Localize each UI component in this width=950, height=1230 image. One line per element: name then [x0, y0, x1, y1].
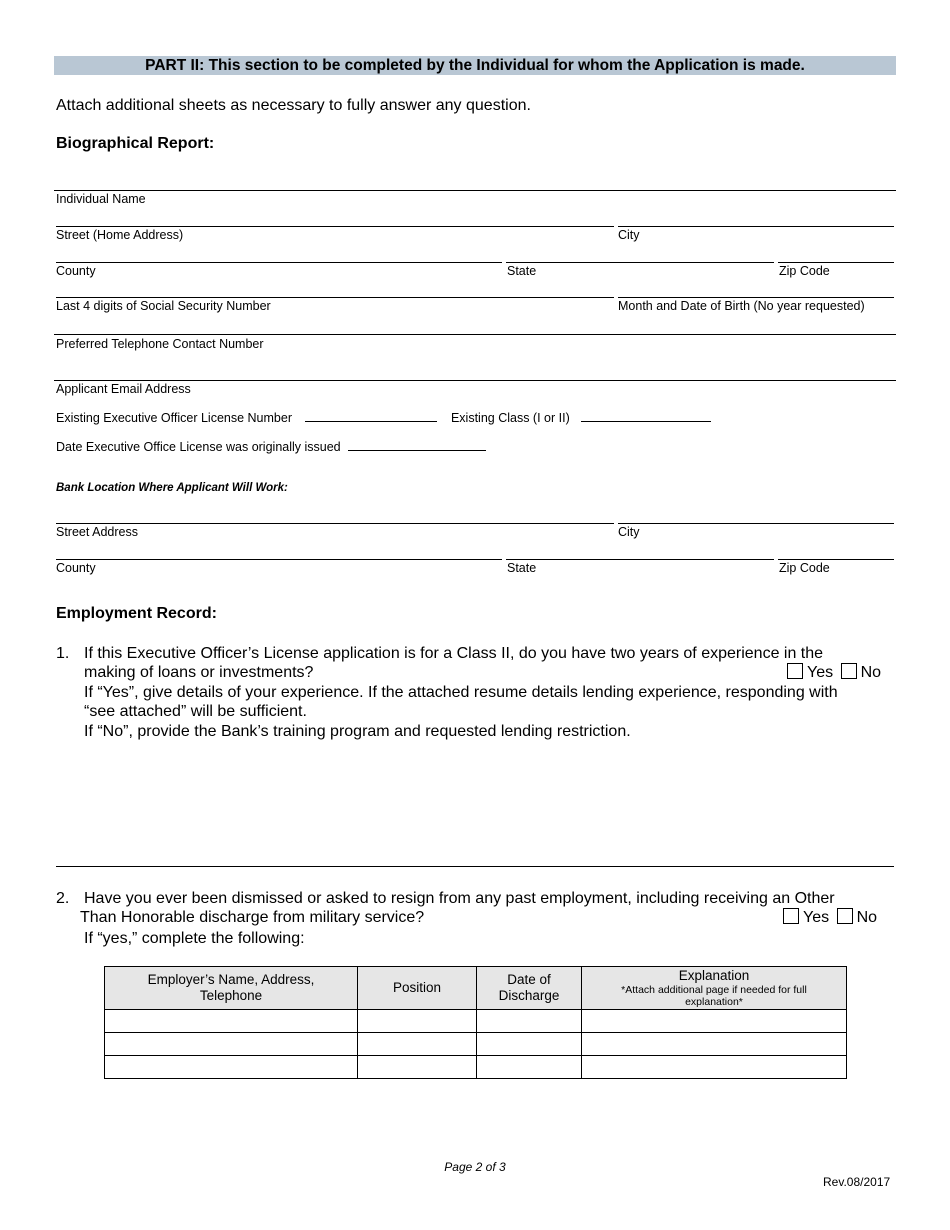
- q2-line2: Than Honorable discharge from military service?: [80, 909, 425, 926]
- q1-yes-label: Yes: [807, 664, 834, 681]
- col-discharge-header: [477, 967, 582, 1010]
- dismissal-table: [104, 966, 847, 1079]
- table-cell[interactable]: [105, 1056, 358, 1079]
- bank-street-field[interactable]: [56, 523, 614, 524]
- phone-label: Preferred Telephone Contact Number: [56, 337, 264, 351]
- table-cell[interactable]: [105, 1033, 358, 1056]
- q1-no-checkbox[interactable]: [841, 663, 857, 679]
- q1-line4: “see attached” will be sufficient.: [84, 703, 307, 720]
- table-cell[interactable]: [477, 1033, 582, 1056]
- street-home-field[interactable]: [56, 226, 614, 227]
- col-explanation-header: [582, 967, 847, 1010]
- state-label: State: [507, 264, 537, 278]
- county-label: County: [56, 264, 96, 278]
- page-number: Page 2 of 3: [444, 1160, 506, 1174]
- dob-field[interactable]: [618, 297, 894, 298]
- q1-number: 1.: [56, 645, 70, 662]
- ssn-field[interactable]: [56, 297, 614, 298]
- q2-no-checkbox[interactable]: [837, 908, 853, 924]
- attach-note: Attach additional sheets as necessary to fully answer any question.: [56, 97, 531, 114]
- date-issued-label: Date Executive Office License was originally issued: [56, 440, 341, 454]
- county-field[interactable]: [56, 262, 502, 263]
- table-cell[interactable]: [105, 1010, 358, 1033]
- q1-line2: making of loans or investments?: [84, 664, 314, 681]
- license-number-blank[interactable]: [305, 410, 437, 422]
- table-cell[interactable]: [358, 1056, 477, 1079]
- q1-yes-checkbox[interactable]: [787, 663, 803, 679]
- email-label: Applicant Email Address: [56, 382, 191, 396]
- bank-state-label: State: [507, 561, 537, 575]
- bank-zip-field[interactable]: [778, 559, 894, 560]
- table-cell[interactable]: [477, 1010, 582, 1033]
- bank-street-label: Street Address: [56, 525, 138, 539]
- individual-name-field[interactable]: [54, 190, 896, 191]
- bio-heading: Biographical Report:: [56, 135, 215, 152]
- col-discharge-line1: Date of: [507, 972, 551, 987]
- bank-city-label: City: [618, 525, 640, 539]
- col-explanation-title: Explanation: [678, 968, 750, 983]
- q1-answer-line[interactable]: [56, 866, 894, 867]
- city-label: City: [618, 228, 640, 242]
- bank-state-field[interactable]: [506, 559, 774, 560]
- date-issued-blank[interactable]: [348, 439, 486, 451]
- street-home-label: Street (Home Address): [56, 228, 184, 242]
- table-header-row: [105, 967, 847, 1010]
- col-employer-line2: Telephone: [199, 988, 263, 1003]
- table-cell[interactable]: [582, 1010, 847, 1033]
- q2-no-label: No: [856, 909, 878, 926]
- q2-number: 2.: [56, 890, 70, 907]
- table-cell[interactable]: [358, 1033, 477, 1056]
- table-row: [105, 1010, 847, 1033]
- existing-class-label: Existing Class (I or II): [450, 411, 570, 425]
- bank-county-label: County: [56, 561, 96, 575]
- q1-line1: If this Executive Officer’s License application is for a Class II, do you have two years of experience in the: [84, 645, 824, 662]
- table-cell[interactable]: [358, 1010, 477, 1033]
- col-employer-header: [105, 967, 358, 1010]
- employment-heading: Employment Record:: [56, 605, 217, 622]
- col-discharge-line2: Discharge: [498, 988, 560, 1003]
- q1-line5: If “No”, provide the Bank’s training program and requested lending restriction.: [84, 723, 631, 740]
- q2-yes-checkbox[interactable]: [783, 908, 799, 924]
- q2-line1: Have you ever been dismissed or asked to resign from any past employment, including receiving an Other: [84, 890, 835, 907]
- bank-county-field[interactable]: [56, 559, 502, 560]
- q1-yes-no: [787, 663, 881, 683]
- existing-class-blank[interactable]: [581, 410, 711, 422]
- q2-line3: If “yes,” complete the following:: [84, 930, 305, 947]
- bank-city-field[interactable]: [618, 523, 894, 524]
- zip-label: Zip Code: [779, 264, 830, 278]
- table-cell[interactable]: [477, 1056, 582, 1079]
- table-row: [105, 1056, 847, 1079]
- q1-no-label: No: [860, 664, 882, 681]
- col-employer-line1: Employer’s Name, Address,: [147, 972, 315, 987]
- bank-location-heading: Bank Location Where Applicant Will Work:: [56, 482, 288, 494]
- individual-name-label: Individual Name: [56, 192, 146, 206]
- table-cell[interactable]: [582, 1056, 847, 1079]
- table-cell[interactable]: [582, 1033, 847, 1056]
- revision-label: Rev.08/2017: [823, 1175, 891, 1189]
- license-number-label: Existing Executive Officer License Number: [56, 411, 292, 425]
- q2-yes-label: Yes: [803, 909, 830, 926]
- email-field[interactable]: [54, 380, 896, 381]
- license-row: [56, 410, 711, 426]
- dob-label: Month and Date of Birth (No year requested): [618, 299, 865, 313]
- date-issued-row: [56, 439, 486, 455]
- col-explanation-note: *Attach additional page if needed for full explanation*: [621, 984, 807, 1008]
- ssn-label: Last 4 digits of Social Security Number: [56, 299, 271, 313]
- state-field[interactable]: [506, 262, 774, 263]
- phone-field[interactable]: [54, 334, 896, 335]
- zip-field[interactable]: [778, 262, 894, 263]
- q2-yes-no: [783, 908, 877, 928]
- col-position-header: Position: [358, 967, 477, 1010]
- bank-zip-label: Zip Code: [779, 561, 830, 575]
- city-field[interactable]: [618, 226, 894, 227]
- part-two-banner: PART II: This section to be completed by the Individual for whom the Application is made.: [54, 56, 896, 75]
- q1-line3: If “Yes”, give details of your experience. If the attached resume details lending experience, responding with: [84, 684, 838, 701]
- table-row: [105, 1033, 847, 1056]
